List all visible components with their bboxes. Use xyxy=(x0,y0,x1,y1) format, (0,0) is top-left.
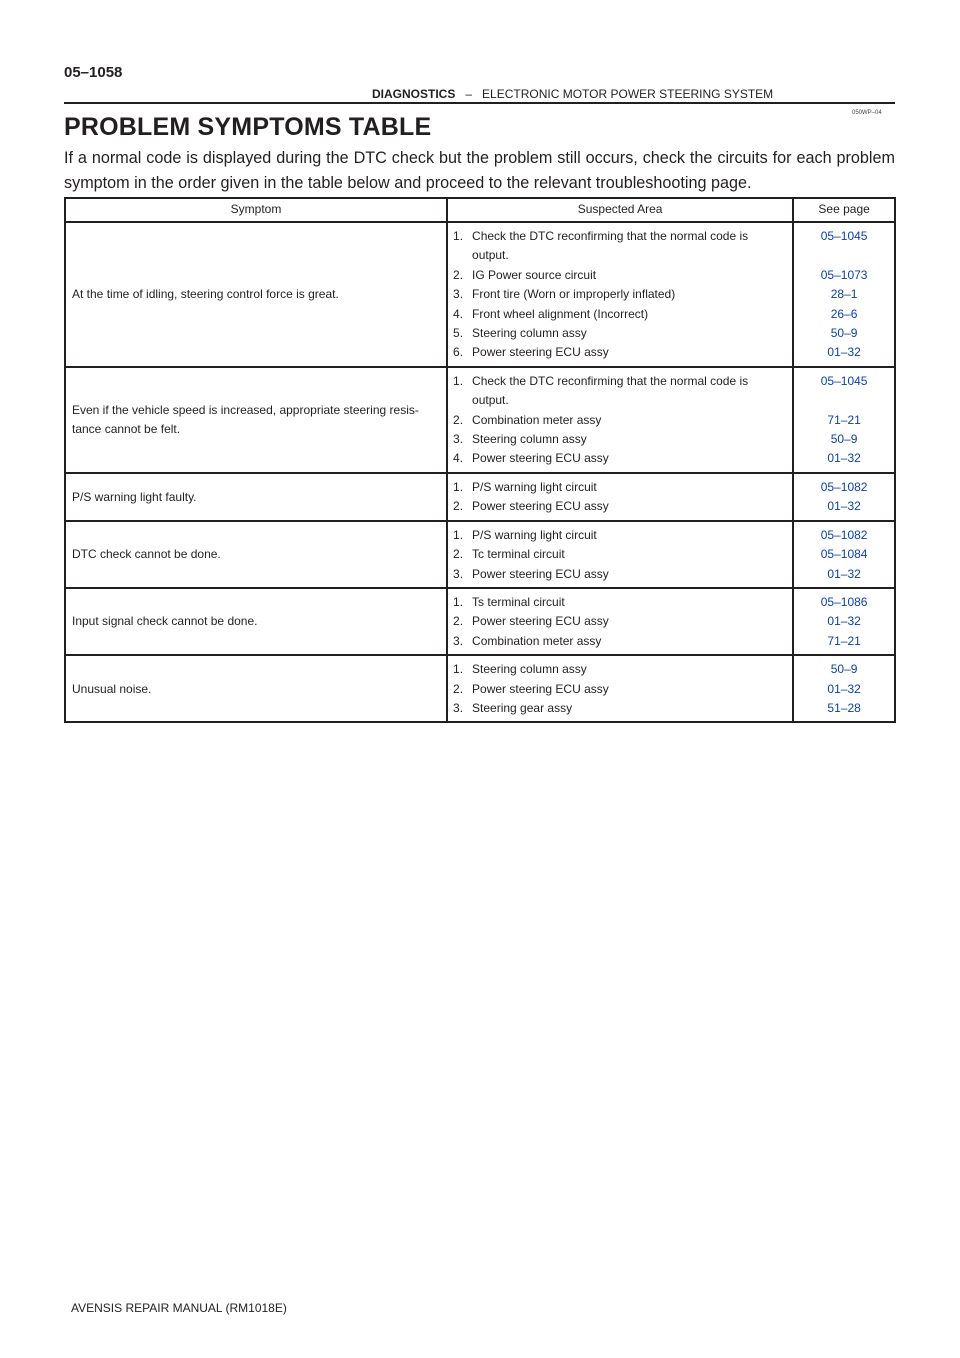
symptom-cell: Even if the vehicle speed is increased, appropriate steering resis- tance cannot be felt. xyxy=(65,367,447,473)
item-text: Power steering ECU assy xyxy=(472,345,609,360)
page-title: PROBLEM SYMPTOMS TABLE xyxy=(64,113,432,141)
page-reference-link[interactable]: 05–1045 xyxy=(820,373,868,388)
item-text: Power steering ECU assy xyxy=(472,566,609,581)
item-number: 5. xyxy=(453,326,464,341)
see-page-cell xyxy=(793,655,895,722)
item-text: Check the DTC reconfirming that the normal code is xyxy=(472,373,749,388)
header-symptom: Symptom xyxy=(65,198,447,222)
item-number: 4. xyxy=(453,451,464,466)
item-text-continuation: output. xyxy=(472,393,509,408)
suspected-area-item xyxy=(453,430,792,449)
page-reference-link[interactable]: 26–6 xyxy=(830,306,858,321)
suspected-area-item xyxy=(453,612,792,631)
item-text-continuation: output. xyxy=(472,248,509,263)
item-text: Combination meter assy xyxy=(472,412,602,427)
see-page-cell xyxy=(793,521,895,588)
page-reference-link[interactable]: 01–32 xyxy=(827,451,861,466)
item-number: 2. xyxy=(453,547,464,562)
suspected-area-item xyxy=(453,497,792,516)
item-number: 3. xyxy=(453,287,464,302)
suspected-area-item-continuation xyxy=(453,391,792,410)
suspected-area-item xyxy=(453,449,792,468)
item-text: Check the DTC reconfirming that the normal code is xyxy=(472,229,749,243)
item-text: Front tire (Worn or improperly inflated) xyxy=(472,287,676,302)
see-page-cell xyxy=(793,473,895,521)
suspected-area-cell xyxy=(447,473,793,521)
item-number: 3. xyxy=(453,633,464,648)
header-suspected-area: Suspected Area xyxy=(447,198,793,222)
item-number: 1. xyxy=(453,373,464,388)
table-row xyxy=(65,473,895,521)
table-row xyxy=(65,367,895,473)
suspected-area-item xyxy=(453,699,792,718)
item-number: 2. xyxy=(453,499,464,514)
intro-paragraph: If a normal code is displayed during the DTC check but the problem still occurs, check the circuits for each problem symptom in the order given in the table below and proceed to the relevant troubleshooting page. xyxy=(64,149,895,192)
suspected-area-item xyxy=(453,680,792,699)
page-reference-link[interactable]: 05–1082 xyxy=(820,527,868,542)
header-subsection: ELECTRONIC MOTOR POWER STEERING SYSTEM xyxy=(482,87,774,101)
suspected-area-cell xyxy=(447,222,793,367)
symptom-cell: Input signal check cannot be done. xyxy=(65,588,447,655)
page-reference-link[interactable]: 71–21 xyxy=(827,412,861,427)
page-reference-link[interactable]: 50–9 xyxy=(830,326,858,341)
page-reference-link[interactable]: 05–1084 xyxy=(820,547,868,562)
suspected-area-cell xyxy=(447,521,793,588)
page-reference-link[interactable]: 01–32 xyxy=(827,681,861,696)
item-text: Power steering ECU assy xyxy=(472,499,609,514)
symptom-cell: At the time of idling, steering control force is great. xyxy=(65,222,447,367)
table-row xyxy=(65,655,895,722)
page-number: 05–1058 xyxy=(64,64,123,81)
item-number: 4. xyxy=(453,306,464,321)
item-number: 2. xyxy=(453,412,464,427)
page-reference-link[interactable]: 28–1 xyxy=(830,287,858,302)
see-page-cell xyxy=(793,222,895,367)
item-number: 1. xyxy=(453,527,464,542)
suspected-area-item xyxy=(453,266,792,285)
suspected-area-item xyxy=(453,632,792,651)
suspected-area-item xyxy=(453,545,792,564)
running-header xyxy=(372,87,773,101)
item-text: Power steering ECU assy xyxy=(472,681,609,696)
see-page-cell xyxy=(793,367,895,473)
item-number: 3. xyxy=(453,566,464,581)
see-page-cell xyxy=(793,588,895,655)
table-header-row xyxy=(65,198,895,222)
suspected-area-cell xyxy=(447,588,793,655)
page-reference-link[interactable]: 01–32 xyxy=(827,499,861,514)
item-number: 3. xyxy=(453,432,464,447)
page-reference-link[interactable]: 01–32 xyxy=(827,614,861,629)
header-section: DIAGNOSTICS xyxy=(372,87,456,101)
symptom-cell: DTC check cannot be done. xyxy=(65,521,447,588)
item-number: 3. xyxy=(453,700,464,715)
header-separator: – xyxy=(465,87,473,101)
page-reference-link[interactable]: 01–32 xyxy=(827,566,861,581)
item-text: Tc terminal circuit xyxy=(472,547,565,562)
suspected-area-item-continuation xyxy=(453,246,792,265)
suspected-area-item xyxy=(453,285,792,304)
item-number: 2. xyxy=(453,681,464,696)
table-row xyxy=(65,588,895,655)
item-text: Steering gear assy xyxy=(472,700,573,715)
suspected-area-item xyxy=(453,526,792,545)
item-text: Steering column assy xyxy=(472,432,587,447)
item-text: Front wheel alignment (Incorrect) xyxy=(472,306,649,321)
item-number: 2. xyxy=(453,267,464,282)
header-rule xyxy=(64,102,895,104)
suspected-area-item xyxy=(453,227,792,246)
item-text: Combination meter assy xyxy=(472,633,602,648)
item-number: 6. xyxy=(453,345,464,360)
suspected-area-item xyxy=(453,372,792,391)
item-text: Power steering ECU assy xyxy=(472,614,609,629)
footer-manual-id: AVENSIS REPAIR MANUAL (RM1018E) xyxy=(71,1301,287,1315)
suspected-area-item xyxy=(453,565,792,584)
header-see-page: See page xyxy=(793,198,895,222)
item-text: Steering column assy xyxy=(472,326,587,341)
suspected-area-item xyxy=(453,660,792,679)
item-text: Ts terminal circuit xyxy=(472,594,565,609)
suspected-area-item xyxy=(453,343,792,362)
page-reference-link[interactable]: 50–9 xyxy=(830,662,858,677)
item-text: P/S warning light circuit xyxy=(472,527,597,542)
problem-symptoms-table xyxy=(64,197,896,723)
table-row xyxy=(65,521,895,588)
suspected-area-cell xyxy=(447,655,793,722)
symptom-cell: Unusual noise. xyxy=(65,655,447,722)
page-reference-link[interactable]: 71–21 xyxy=(827,633,861,648)
item-number: 1. xyxy=(453,662,464,677)
document-code: 050WP–04 xyxy=(852,110,882,116)
table-row xyxy=(65,222,895,367)
suspected-area-item xyxy=(453,324,792,343)
item-number: 1. xyxy=(453,229,464,243)
item-number: 1. xyxy=(453,479,464,494)
item-text: Steering column assy xyxy=(472,662,587,677)
page-reference-link[interactable]: 05–1045 xyxy=(820,229,868,243)
item-text: P/S warning light circuit xyxy=(472,479,597,494)
suspected-area-item xyxy=(453,593,792,612)
suspected-area-item xyxy=(453,305,792,324)
item-number: 1. xyxy=(453,594,464,609)
item-text: IG Power source circuit xyxy=(472,267,597,282)
page-reference-link[interactable]: 51–28 xyxy=(827,700,861,715)
item-text: Power steering ECU assy xyxy=(472,451,609,466)
page-reference-link[interactable]: 01–32 xyxy=(827,345,861,360)
symptom-cell: P/S warning light faulty. xyxy=(65,473,447,521)
item-number: 2. xyxy=(453,614,464,629)
suspected-area-item xyxy=(453,478,792,497)
suspected-area-item xyxy=(453,411,792,430)
page-reference-link[interactable]: 05–1086 xyxy=(820,594,868,609)
page-reference-link[interactable]: 50–9 xyxy=(830,432,858,447)
page-reference-link[interactable]: 05–1073 xyxy=(820,267,868,282)
page-reference-link[interactable]: 05–1082 xyxy=(820,479,868,494)
suspected-area-cell xyxy=(447,367,793,473)
